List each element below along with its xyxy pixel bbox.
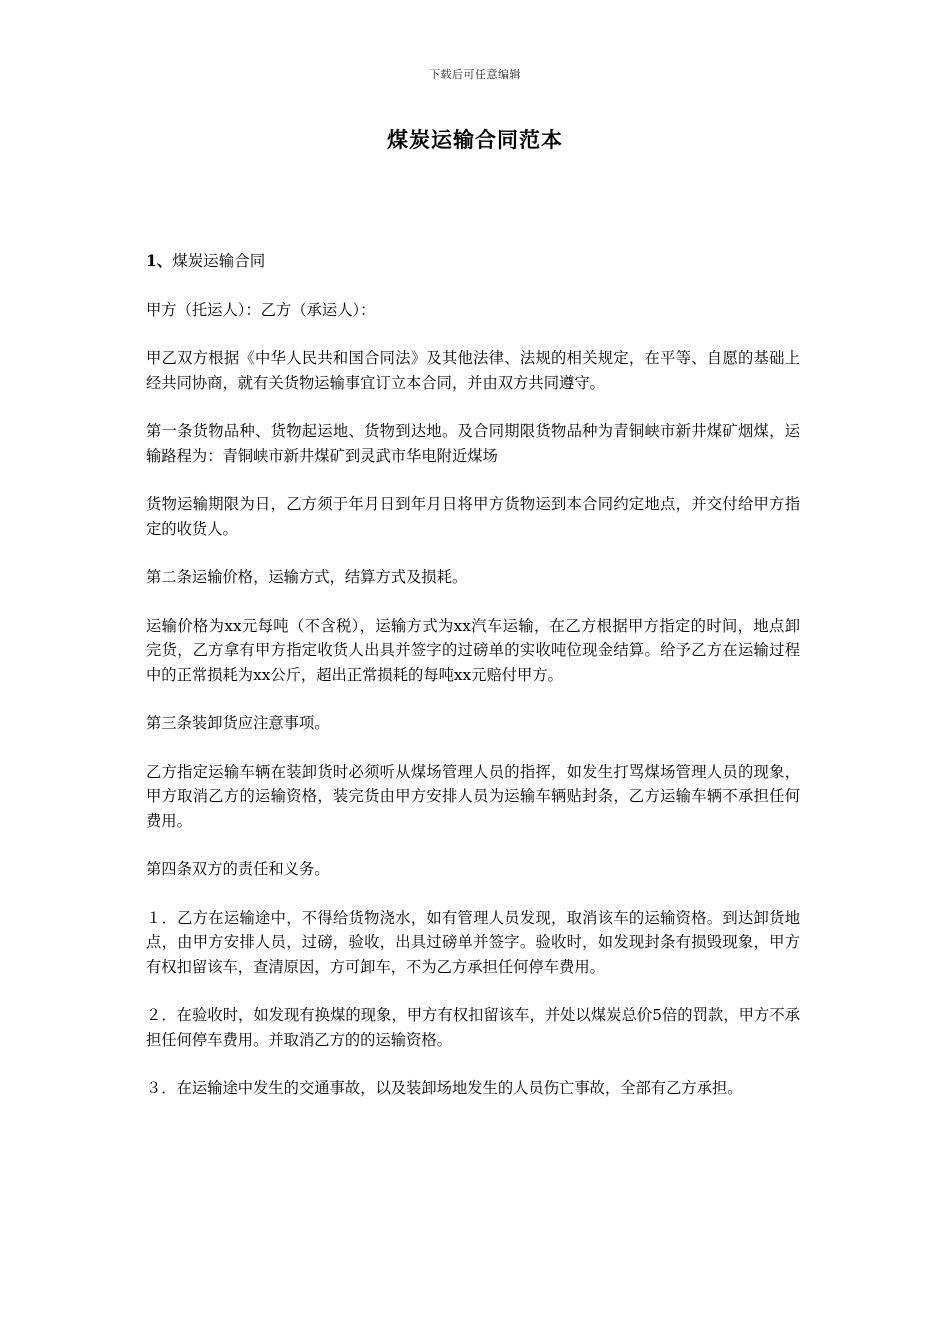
parties-line: 甲方（托运人）：乙方（承运人）： <box>146 300 376 319</box>
document-title: 煤炭运输合同范本 <box>387 127 563 152</box>
article-4-heading: 第四条双方的责任和义务。 <box>146 860 330 878</box>
loading-paragraph: 乙方指定运输车辆在装卸货时必须听从煤场管理人员的指挥，如发生打骂煤场管理人员的现象，甲方取消乙方的运输资格，装完货由甲方安排人员为运输车辆贴封条，乙方运输车辆不承担任何费用。 <box>146 762 800 830</box>
section-number: 1、 <box>146 251 173 270</box>
section-heading <box>146 249 800 274</box>
article-1-paragraph: 第一条货物品种、货物起运地、货物到达地。及合同期限货物品种为青铜峡市新井煤矿烟煤，运输路程为：青铜峡市新井煤矿到灵武市华电附近煤场 <box>146 422 800 465</box>
price-paragraph: 运输价格为xx元每吨（不含税），运输方式为xx汽车运输，在乙方根据甲方指定的时间，地点卸完货，乙方拿有甲方指定收货人出具并签字的过磅单的实收吨位现金结算。给予乙方在运输过程中的正常损耗为xx公斤，超出正常损耗的每吨xx元赔付甲方。 <box>146 616 800 684</box>
article-3-heading: 第三条装卸货应注意事项。 <box>146 714 330 732</box>
preamble-paragraph: 甲乙双方根据《中华人民共和国合同法》及其他法律、法规的相关规定，在平等、自愿的基础上经共同协商，就有关货物运输事宜订立本合同，并由双方共同遵守。 <box>146 349 800 392</box>
document-body <box>146 249 800 1125</box>
duty-item-1: １．乙方在运输途中，不得给货物浇水，如有管理人员发现，取消该车的运输资格。到达卸货地点，由甲方安排人员，过磅，验收，出具过磅单并签字。验收时，如发现封条有损毁现象，甲方有权扣留该车，查清原因，方可卸车，不为乙方承担任何停车费用。 <box>146 908 800 976</box>
duty-item-2: ２．在验收时，如发现有换煤的现象，甲方有权扣留该车，并处以煤炭总价5倍的罚款，甲方不承担任何停车费用。并取消乙方的的运输资格。 <box>146 1006 800 1049</box>
header-note: 下载后可任意编辑 <box>429 68 521 81</box>
duty-item-3: ３．在运输途中发生的交通事故，以及装卸场地发生的人员伤亡事故，全部有乙方承担。 <box>146 1079 743 1097</box>
transport-period-paragraph: 货物运输期限为日，乙方须于年月日到年月日将甲方货物运到本合同约定地点，并交付给甲方指定的收货人。 <box>146 495 800 538</box>
section-heading-text: 煤炭运输合同 <box>172 252 266 270</box>
article-2-heading: 第二条运输价格，运输方式，结算方式及损耗。 <box>146 568 468 586</box>
